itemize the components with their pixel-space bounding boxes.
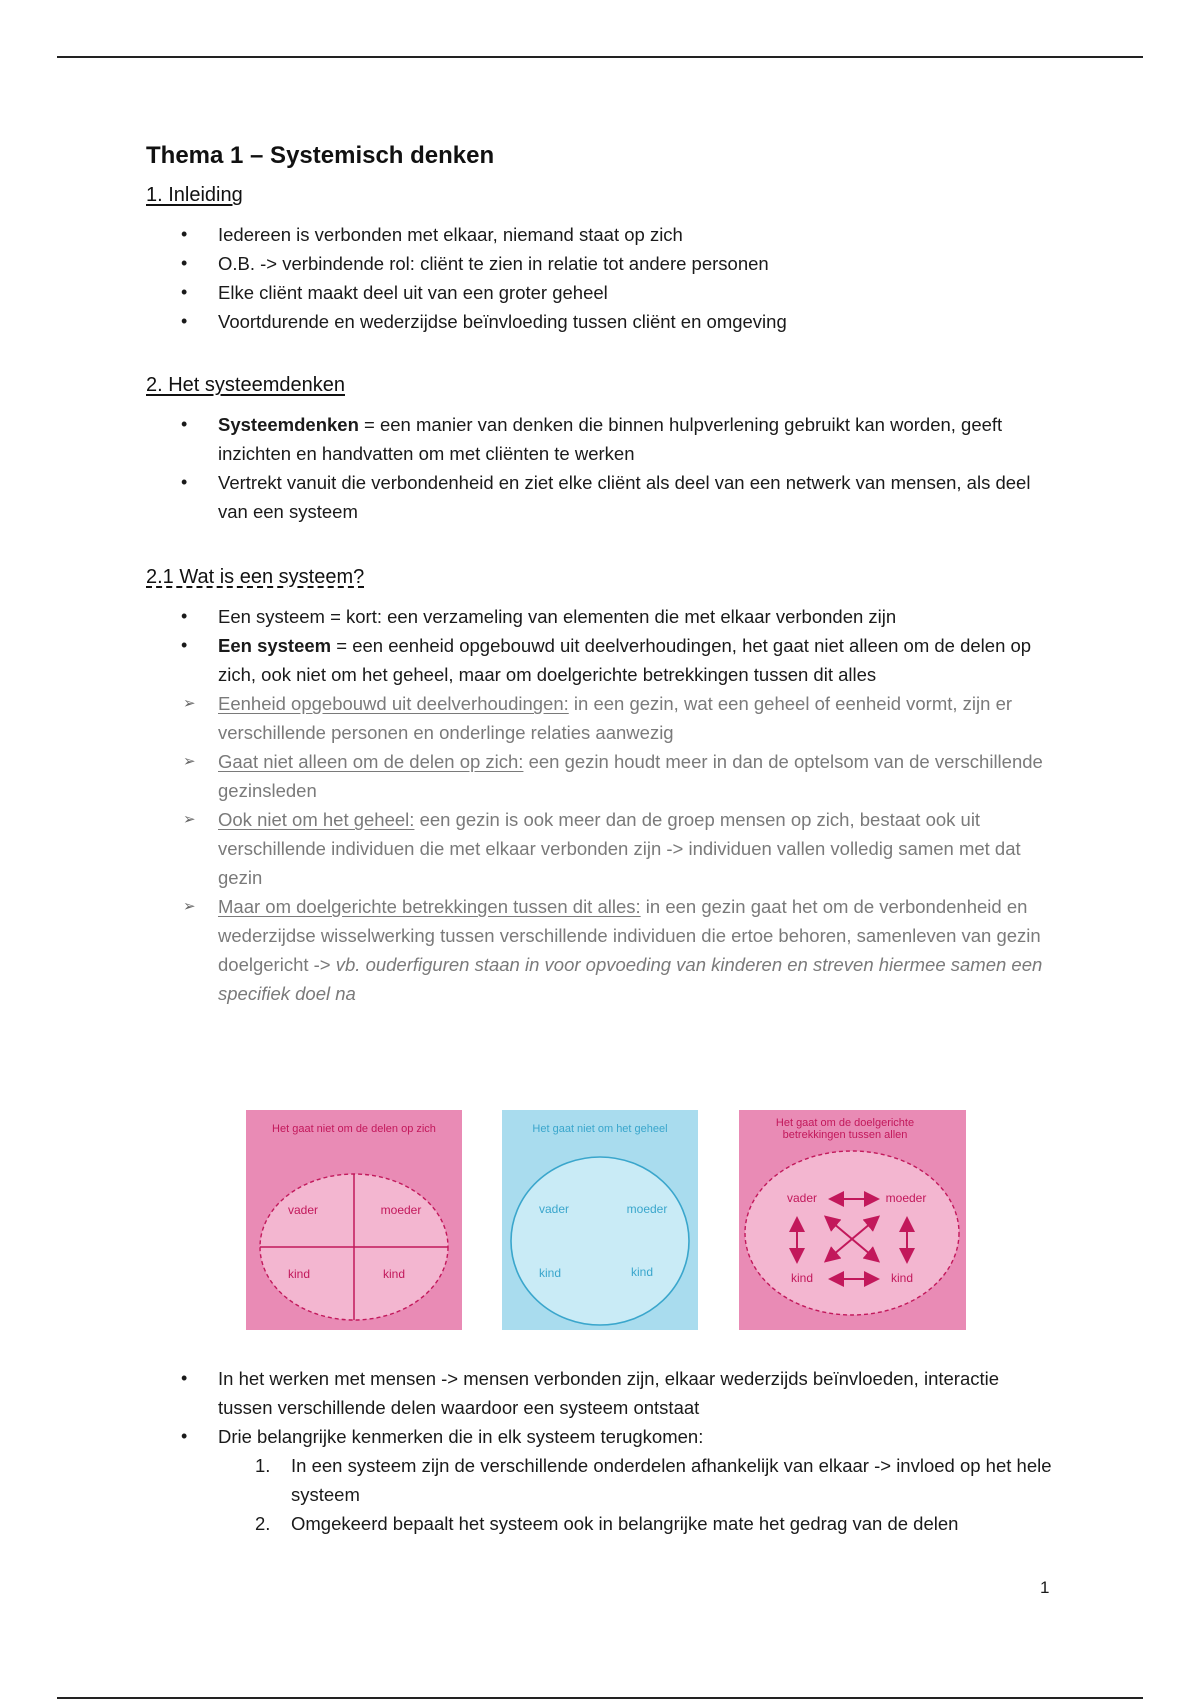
numbered-item: 2. Omgekeerd bepaalt het systeem ook in belangrijke mate het gedrag van de delen bbox=[255, 1513, 959, 1534]
term-bold: Systeemdenken bbox=[218, 414, 359, 435]
figure-title: Het gaat om de doelgerichte bbox=[775, 1117, 915, 1129]
family-circle bbox=[745, 1151, 959, 1315]
list-item: • Voortdurende en wederzijdse beïnvloeding tussen cliënt en omgeving bbox=[218, 307, 1056, 336]
sub-list-item: ➢ Maar om doelgerichte betrekkingen tussen dit alles: in een gezin gaat het om de verbondenheid en wederzijdse wisselwerking tussen verschillende individuen die ertoe behoren, samenleven van gezin doelgericht -> vb. ouderfiguren staan in voor opvoeding van kinderen en streven hiermee samen een specifiek doel na bbox=[218, 892, 1056, 1008]
section-heading-systeemdenken: 2. Het systeemdenken bbox=[146, 374, 345, 396]
list-item bbox=[218, 410, 1056, 468]
label-kind: kind bbox=[382, 1267, 406, 1281]
term-bold: Een systeem bbox=[218, 635, 332, 656]
label-kind: kind bbox=[630, 1265, 654, 1279]
header-rule bbox=[57, 56, 1143, 58]
sub-list-item: ➢ Ook niet om het geheel: een gezin is ook meer dan de groep mensen op zich, bestaat ook uit verschillende individuen die met elkaar verbonden zijn -> individuen vallen volledig samen met dat gezin bbox=[218, 805, 1056, 892]
footer-rule bbox=[57, 1697, 1143, 1699]
systeem-sublist bbox=[146, 689, 1056, 1008]
arrow-bullet-icon: ➢ bbox=[183, 898, 196, 915]
document-body bbox=[146, 142, 1056, 1008]
sub-list-item: ➢ Eenheid opgebouwd uit deelverhoudingen: in een gezin, wat een geheel of eenheid vormt, zijn er verschillende personen en onderlinge relaties aanwezig bbox=[218, 689, 1056, 747]
label-vader: vader bbox=[538, 1202, 570, 1216]
label-kind: kind bbox=[287, 1267, 311, 1281]
list-item bbox=[218, 631, 1056, 689]
label-moeder: moeder bbox=[380, 1203, 422, 1217]
definition-text: = een eenheid opgebouwd uit deelverhoudingen, het gaat niet alleen om de delen op zich, ook niet om het geheel, maar om doelgerichte betrekkingen tussen dit alles bbox=[218, 635, 1032, 685]
figure-betrekkingen bbox=[739, 1110, 966, 1330]
arrow-bullet-icon: ➢ bbox=[183, 811, 196, 828]
label-kind: kind bbox=[538, 1266, 562, 1280]
section-heading-inleiding: 1. Inleiding bbox=[146, 184, 243, 206]
list-item: • In het werken met mensen -> mensen verbonden zijn, elkaar wederzijds beïnvloeden, interactie tussen verschillende delen waardoor een systeem ontstaat bbox=[218, 1364, 1056, 1422]
page-title: Thema 1 – Systemisch denken bbox=[146, 142, 495, 169]
list-item: • O.B. -> verbindende rol: cliënt te zien in relatie tot andere personen bbox=[218, 249, 1056, 278]
kenmerken-section bbox=[146, 1364, 1056, 1538]
inleiding-list bbox=[146, 220, 1056, 336]
arrow-bullet-icon: ➢ bbox=[183, 695, 196, 712]
sub-list-item: ➢ Gaat niet alleen om de delen op zich: een gezin houdt meer in dan de optelsom van de verschillende gezinsleden bbox=[218, 747, 1056, 805]
label-kind: kind bbox=[890, 1271, 914, 1285]
page-number: 1 bbox=[1040, 1578, 1050, 1597]
label-kind: kind bbox=[790, 1271, 814, 1285]
systeem-list bbox=[146, 602, 1056, 689]
figure-title: Het gaat niet om de delen op zich bbox=[272, 1123, 436, 1135]
system-figures bbox=[246, 1110, 966, 1330]
label-moeder: moeder bbox=[885, 1191, 927, 1205]
figure-title: betrekkingen tussen allen bbox=[782, 1129, 908, 1141]
list-item: • Een systeem = kort: een verzameling van elementen die met elkaar verbonden zijn bbox=[218, 602, 1056, 631]
label-vader: vader bbox=[287, 1203, 319, 1217]
list-item: • Elke cliënt maakt deel uit van een groter geheel bbox=[218, 278, 1056, 307]
systeemdenken-list bbox=[146, 410, 1056, 526]
label-moeder: moeder bbox=[626, 1202, 668, 1216]
numbered-item: 1. In een systeem zijn de verschillende onderdelen afhankelijk van elkaar -> invloed op het hele systeem bbox=[255, 1455, 1052, 1505]
list-item: • Iedereen is verbonden met elkaar, niemand staat op zich bbox=[218, 220, 1056, 249]
family-circle bbox=[511, 1157, 689, 1325]
list-item: • Drie belangrijke kenmerken die in elk systeem terugkomen: bbox=[218, 1422, 1056, 1451]
list-item: • Vertrekt vanuit die verbondenheid en ziet elke cliënt als deel van een netwerk van mensen, als deel van een systeem bbox=[218, 468, 1056, 526]
arrow-bullet-icon: ➢ bbox=[183, 753, 196, 770]
figure-geheel bbox=[502, 1110, 698, 1330]
figure-title: Het gaat niet om het geheel bbox=[532, 1123, 668, 1135]
label-vader: vader bbox=[786, 1191, 818, 1205]
definition-text: = een manier van denken die binnen hulpverlening gebruikt kan worden, geeft inzichten en handvatten om met cliënten te werken bbox=[218, 414, 1003, 464]
kenmerken-numbered-list bbox=[146, 1451, 1056, 1538]
kenmerken-list bbox=[146, 1364, 1056, 1451]
section-heading-wat-is-systeem: 2.1 Wat is een systeem? bbox=[146, 566, 365, 588]
figure-delen bbox=[246, 1110, 462, 1330]
